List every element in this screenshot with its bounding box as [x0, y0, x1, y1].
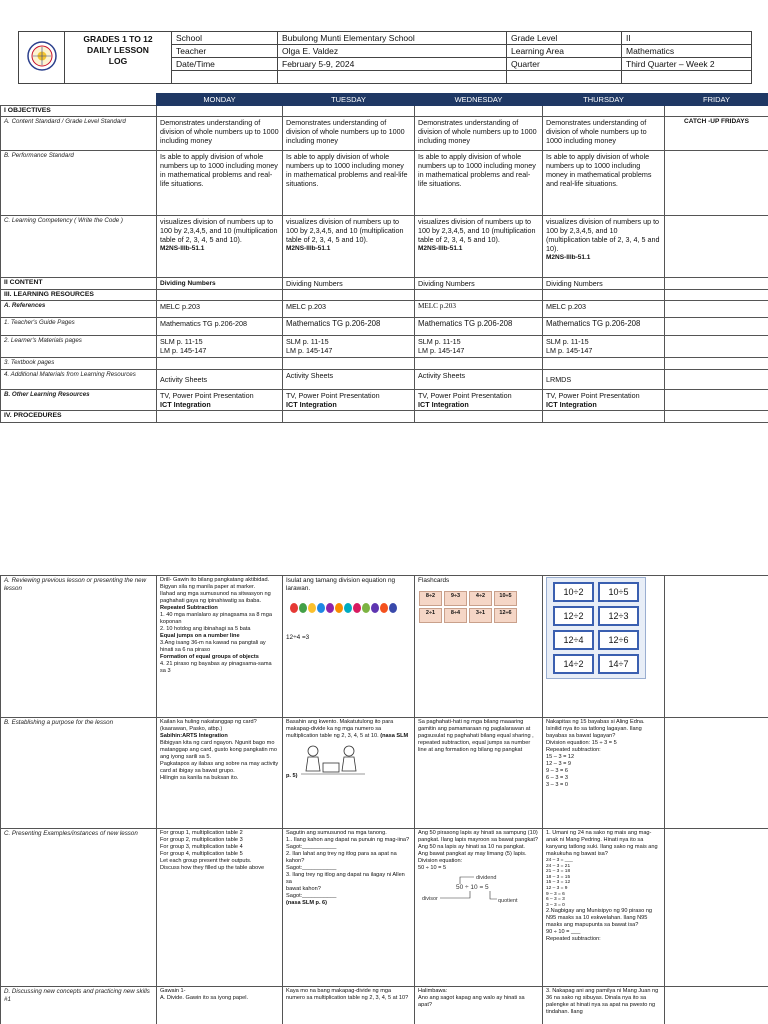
ict-integration: ICT Integration: [160, 400, 211, 409]
day-wednesday: WEDNESDAY: [415, 94, 543, 106]
balloon-icon: [353, 603, 361, 613]
content-standard-wednesday: Demonstrates understanding of division of whole numbers up to 1000 including money: [415, 117, 543, 151]
division-tile: 12÷4: [553, 630, 594, 650]
review-line: 1. 40 mga manlalaro ay pinagsama sa 8 mga koponan: [160, 612, 272, 625]
review-line: 2. 10 hotdog ang ibinahagi sa 5 bata: [160, 626, 251, 632]
balloon-icon: [371, 603, 379, 613]
example-line: Ang bawat pangkat ay may limang (5) lapis.: [418, 851, 527, 857]
balloon-icon: [389, 603, 397, 613]
subtraction-step: 9 – 3 = 6: [546, 891, 565, 897]
tg-wednesday: Mathematics TG p.206-208: [415, 318, 543, 336]
day-friday: FRIDAY: [665, 94, 768, 106]
procedures-table: [0, 575, 768, 1024]
content-wednesday: Dividing Numbers: [415, 278, 543, 290]
ict-integration: ICT Integration: [286, 400, 337, 409]
deped-seal-logo: [19, 32, 65, 84]
seal-icon: [27, 41, 57, 71]
other-resources-label: B. Other Learning Resources: [1, 390, 157, 411]
division-equation: 12÷4 =3: [286, 634, 310, 641]
empty-cell: [665, 151, 768, 216]
group-line: For group 4, multiplication table 5: [160, 851, 243, 857]
competency-code: M2NS-IIIb-51.1: [286, 245, 331, 252]
tg-monday: Mathematics TG p.206-208: [157, 318, 283, 336]
empty-cell: [665, 216, 768, 278]
empty-cell: [665, 290, 768, 301]
title-line: GRADES 1 TO 12: [83, 34, 153, 44]
empty-cell: [283, 290, 415, 301]
title-line: DAILY LESSON: [87, 45, 149, 55]
balloon-icon: [380, 603, 388, 613]
example-heading: Halimbawa:: [418, 988, 448, 994]
answer-line: Sagot:___________: [286, 893, 337, 899]
slm-pages: SLM p. 11-15: [418, 337, 461, 346]
slm-pages: SLM p. 11-15: [160, 337, 203, 346]
competency-tuesday: [283, 216, 415, 278]
examples-monday: [157, 829, 283, 987]
purpose-wednesday: Sa paghahati-hati ng mga bilang maaaring gamitin ang pamamaraan ng paglalarawan at pagsusulat ng paghahati bilang equal sharing , repeated subtraction, equal jumps sa number line at ang formation ng bilang ng pangkat: [415, 718, 543, 829]
subtraction-step: 12 – 3 = 9: [546, 761, 572, 767]
establishing-purpose-label: B. Establishing a purpose for the lesson: [1, 718, 157, 829]
flashcard: 9÷3: [444, 591, 467, 606]
activity-title: Gawain 1-: [160, 988, 186, 994]
balloon-icon: [362, 603, 370, 613]
review-monday: [157, 576, 283, 718]
lm-monday: [157, 336, 283, 358]
lm-wednesday: [415, 336, 543, 358]
slm-pages: SLM p. 11-15: [546, 337, 589, 346]
performance-tuesday: Is able to apply division of whole numbers up to 1000 including money in mathematical problems and real-life situations.: [283, 151, 415, 216]
other-tuesday: [283, 390, 415, 411]
empty-cell: [157, 106, 283, 117]
purpose-line: Pagkatapos ay ilabas ang sobre na may activity card at ibigay sa bawat grupo.: [160, 761, 279, 774]
question-line: 2. Ilan lahat ang trey ng itlog para sa apat na kahon?: [286, 851, 397, 864]
purpose-line: Repeated subtraction:: [546, 747, 601, 753]
subtraction-step: 15 – 3 = 12: [546, 880, 571, 886]
empty-cell: [415, 106, 543, 117]
divisor-label: divisor: [422, 896, 438, 902]
content-heading: II CONTENT: [1, 278, 157, 290]
empty-cell: [157, 411, 283, 423]
examples-thursday: [543, 829, 665, 987]
competency-text: visualizes division of numbers up to 100 by 2,3,4,5, and 10 (multiplication table of 2, 3, 4, 5 and 10).: [286, 217, 404, 244]
empty-cell: [665, 370, 768, 390]
division-tile: 12÷3: [598, 606, 639, 626]
problem-line: 90 ÷ 10 = ___: [546, 929, 581, 936]
review-instruction: Isulat ang tamang division equation ng larawan.: [286, 577, 396, 592]
ict-integration: ICT Integration: [418, 400, 469, 409]
other-monday: [157, 390, 283, 411]
references-tuesday: MELC p.203: [283, 301, 415, 318]
empty-cell: [157, 358, 283, 370]
subtraction-step: 12 – 3 = 9: [546, 885, 568, 891]
lm-pages: LM p. 145-147: [546, 346, 593, 355]
question-line: Sagutin ang sumusunod na mga tanong.: [286, 830, 387, 836]
flashcards-image: [418, 590, 539, 624]
references-wednesday: MELC p.203: [415, 301, 543, 318]
slm-pages: SLM p. 11-15: [286, 337, 329, 346]
flashcard: 8÷4: [444, 608, 467, 623]
flashcard: 3÷1: [469, 608, 492, 623]
content-thursday: Dividing Numbers: [543, 278, 665, 290]
balloon-icon: [290, 603, 298, 613]
lm-thursday: [543, 336, 665, 358]
other-line: TV, Power Point Presentation: [418, 391, 512, 400]
balloon-icon: [308, 603, 316, 613]
review-subheading: Repeated Subtraction: [160, 605, 218, 611]
other-wednesday: [415, 390, 543, 411]
header-table: [18, 31, 752, 84]
example-line: Ano ang sagot kapag ang walo ay hinati sa apat?: [418, 995, 525, 1008]
subtraction-step: 6 – 3 = 3: [546, 897, 565, 903]
learners-materials-label: 2. Learner's Materials pages: [1, 336, 157, 358]
review-line: 4. 21 piraso ng bayabas ay pinagsama-sama sa 3: [160, 661, 272, 674]
empty-cell: [543, 290, 665, 301]
empty-cell: [665, 358, 768, 370]
tg-thursday: Mathematics TG p.206-208: [543, 318, 665, 336]
competency-text: visualizes division of numbers up to 100 by 2,3,4,5, and 10 (multiplication table of 2, 3, 4, 5 and 10).: [160, 217, 278, 244]
references-monday: MELC p.203: [157, 301, 283, 318]
additional-tuesday: Activity Sheets: [283, 370, 415, 390]
tg-tuesday: Mathematics TG p.206-208: [283, 318, 415, 336]
empty-cell: [665, 390, 768, 411]
answer-line: Sagot:___________: [286, 844, 337, 850]
other-thursday: [543, 390, 665, 411]
content-standard-tuesday: Demonstrates understanding of division of whole numbers up to 1000 including money: [283, 117, 415, 151]
division-parts-diagram: [418, 872, 528, 906]
day-thursday: THURSDAY: [543, 94, 665, 106]
review-subheading: Equal jumps on a number line: [160, 633, 240, 639]
review-wednesday: [415, 576, 543, 718]
dividend-label: dividend: [476, 875, 497, 881]
division-tile: 14÷2: [553, 654, 594, 674]
problem-line: 1. Umani ng 24 na sako ng mais ang mag-anak ni Mang Pedring. Hinati nya ito sa kanyang tatlong suki. Ilang sako ng mais ang makukuha ng bawat isa?: [546, 830, 658, 857]
quotient-label: quotient: [498, 898, 518, 904]
empty-cell: [283, 358, 415, 370]
purpose-tuesday: [283, 718, 415, 829]
purpose-line: Nakapitas ng 15 bayabas si Aling Edna. Isinilid nya ito sa tatlong lagayan. Ilang bayabas sa bawat lagayan?: [546, 719, 645, 739]
empty-cell: [543, 411, 665, 423]
lm-pages: LM p. 145-147: [418, 346, 465, 355]
activity-line: A. Divide. Gawin ito sa iyong papel.: [160, 995, 248, 1001]
empty-cell: [665, 829, 768, 987]
division-tile: 12÷6: [598, 630, 639, 650]
spacer: [278, 71, 507, 84]
date-label: Date/Time: [172, 58, 278, 71]
empty-cell: [283, 106, 415, 117]
school-label: School: [172, 32, 278, 45]
balloon-icon: [326, 603, 334, 613]
subtraction-step: 15 – 3 = 12: [546, 754, 575, 760]
empty-cell: [665, 336, 768, 358]
group-line: Discuss how they filled up the table above: [160, 865, 265, 871]
competency-thursday: [543, 216, 665, 278]
flashcard: 8÷2: [419, 591, 442, 606]
division-tile: 12÷2: [553, 606, 594, 626]
group-line: For group 3, multiplication table 4: [160, 844, 243, 850]
purpose-thursday: [543, 718, 665, 829]
subtraction-step: 21 – 3 = 18: [546, 869, 571, 875]
subtraction-step: 9 – 3 = 6: [546, 768, 568, 774]
division-tile: 10÷2: [553, 582, 594, 602]
purpose-line: Division equation: 15 ÷ 3 = 5: [546, 740, 617, 746]
day-monday: MONDAY: [157, 94, 283, 106]
subtraction-step: 6 – 3 = 3: [546, 775, 568, 781]
log-title: [65, 32, 172, 84]
flashcard: 4÷2: [469, 591, 492, 606]
ict-integration: ICT Integration: [546, 400, 597, 409]
examples-tuesday: [283, 829, 415, 987]
day-header-row: [1, 94, 768, 106]
content-monday: Dividing Numbers: [157, 278, 283, 290]
performance-standard-label: B. Performance Standard: [1, 151, 157, 216]
empty-cell: [665, 987, 768, 1024]
grade-value: II: [622, 32, 752, 45]
balloons-image: [290, 603, 411, 616]
references-label: A. References: [1, 301, 157, 318]
other-line: TV, Power Point Presentation: [286, 391, 380, 400]
flashcard: 12÷6: [494, 608, 517, 623]
review-line: Drill- Gawin ito bilang pangkatang aktibidad. Bigyan sila ng manila paper at marker.: [160, 577, 270, 590]
review-thursday: [543, 576, 665, 718]
date-value: February 5-9, 2024: [278, 58, 507, 71]
empty-cell: [665, 106, 768, 117]
flashcard: 10÷5: [494, 591, 517, 606]
additional-thursday: LRMDS: [543, 370, 665, 390]
purpose-line: Kailan ka huling nakatanggap ng card? (kaarawan, Pasko, atbp.): [160, 719, 257, 732]
competency-text: visualizes division of numbers up to 100 by 2,3,4,5, and 10 (multiplication table of 2, 3, 4, 5 and 10).: [418, 217, 536, 244]
additional-materials-label: 4. Additional Materials from Learning Resources: [1, 370, 157, 390]
purpose-line: Hilingin sa kanila na buksan ito.: [160, 775, 239, 781]
teacher-label: Teacher: [172, 45, 278, 58]
area-label: Learning Area: [507, 45, 622, 58]
subtraction-step: 18 – 3 = 15: [546, 874, 571, 880]
competency-code: M2NS-IIIb-51.1: [546, 254, 591, 261]
teachers-guide-label: 1. Teacher's Guide Pages: [1, 318, 157, 336]
grade-label: Grade Level: [507, 32, 622, 45]
subtraction-step: 24 – 3 = 21: [546, 863, 571, 869]
discussing-tuesday: Kaya mo na bang makapag-divide ng mga numero sa multiplication table ng 2, 3, 4, 5 at 10?: [283, 987, 415, 1024]
quarter-label: Quarter: [507, 58, 622, 71]
performance-thursday: Is able to apply division of whole numbers up to 1000 including money in mathematical problems and real-life situations.: [543, 151, 665, 216]
empty-cell: [665, 411, 768, 423]
division-tile: 14÷7: [598, 654, 639, 674]
review-line: 3.Ang isang 36-m na kawad na pangtali ay hinati sa 6 na piraso: [160, 640, 266, 653]
slm-reference: (nasa SLM p. 6): [286, 900, 328, 906]
empty-cell: [665, 301, 768, 318]
textbook-pages-label: 3. Textbook pages: [1, 358, 157, 370]
empty-cell: [283, 411, 415, 423]
procedures-heading: IV. PROCEDURES: [1, 411, 157, 423]
purpose-line: Bibigyan kita ng card ngayon. Ngunit bago mo matanggap ang card, gusto kong pangkatin mo ang iyong sarili sa 5.: [160, 740, 277, 760]
performance-wednesday: Is able to apply division of whole numbers up to 1000 including money in mathematical problems and real-life situations.: [415, 151, 543, 216]
group-line: Let each group present their outputs.: [160, 858, 252, 864]
discussing-wednesday: [415, 987, 543, 1024]
empty-cell: [665, 576, 768, 718]
balloon-icon: [335, 603, 343, 613]
empty-cell: [543, 106, 665, 117]
question-line: 3. Ilang trey ng itlog ang dapat na ilagay ni Allen sa: [286, 872, 405, 885]
subtraction-step: 3 – 3 = 0: [546, 782, 568, 788]
lm-tuesday: [283, 336, 415, 358]
purpose-story: Basahin ang kwento. Makatutulong ito para makapag-divide ka ng mga numero sa multiplication table ng 2, 3, 4, 5 at 10.: [286, 719, 394, 739]
flashcards-label: Flashcards: [418, 577, 450, 584]
content-tuesday: Dividing Numbers: [283, 278, 415, 290]
lm-pages: LM p. 145-147: [160, 346, 207, 355]
empty-cell: [157, 290, 283, 301]
empty-cell: [665, 718, 768, 829]
day-tuesday: TUESDAY: [283, 94, 415, 106]
additional-monday: Activity Sheets: [157, 370, 283, 390]
spacer: [622, 71, 752, 84]
empty-cell: [543, 358, 665, 370]
question-line: bawat kahon?: [286, 886, 321, 892]
empty-cell: [415, 358, 543, 370]
example-line: Ang 50 na lapis ay hinati sa 10 na pangkat.: [418, 844, 525, 850]
content-standard-thursday: Demonstrates understanding of division of whole numbers up to 1000 including money: [543, 117, 665, 151]
other-line: TV, Power Point Presentation: [160, 391, 254, 400]
discussing-thursday: 3. Nakapag ani ang pamilya ni Mang Juan ng 36 na sako ng sibuyas. Dinala nya ito sa palengke at hinati nya sa apat na pwesto ng tindahan. Ilang: [543, 987, 665, 1024]
question-line: 1.. Ilang kahon ang dapat na punuin ng mag-iina?: [286, 837, 410, 843]
example-line: Division equation:: [418, 858, 463, 864]
learning-resources-heading: III. LEARNING RESOURCES: [1, 290, 157, 301]
title-line: LOG: [108, 56, 128, 66]
school-value: Bubulong Munti Elementary School: [278, 32, 507, 45]
problem-line: Repeated subtraction:: [546, 936, 601, 943]
teacher-value: Olga E. Valdez: [278, 45, 507, 58]
competency-code: M2NS-IIIb-51.1: [160, 245, 205, 252]
empty-cell: [665, 278, 768, 290]
lesson-plan-table: [0, 93, 768, 423]
lm-pages: LM p. 145-147: [286, 346, 333, 355]
answer-line: Sagot:___________: [286, 865, 337, 871]
slm-reference: (nasa SLM p. 5): [286, 733, 409, 779]
empty-cell: [415, 290, 543, 301]
balloon-icon: [317, 603, 325, 613]
content-standard-monday: Demonstrates understanding of division of whole numbers up to 1000 including money: [157, 117, 283, 151]
example-line: 50 ÷ 10 = 5: [418, 865, 447, 871]
children-illustration: [299, 743, 369, 777]
area-value: Mathematics: [622, 45, 752, 58]
discussing-concepts-label: D. Discussing new concepts and practicing new skills #1: [1, 987, 157, 1024]
competency-text: visualizes division of numbers up to 100 by 2,3,4,5, and 10 (multiplication table of 2, 3, 4, 5 and 10).: [546, 217, 660, 253]
review-tuesday: [283, 576, 415, 718]
competency-monday: [157, 216, 283, 278]
performance-monday: Is able to apply division of whole numbers up to 1000 including money in mathematical problems and real-life situations.: [157, 151, 283, 216]
review-line: Ilahad ang mga sumusunod na sitwasyon ng paghahati gaya ng ipinahiwatig sa ibaba.: [160, 591, 271, 604]
empty-cell: [415, 411, 543, 423]
references-thursday: MELC p.203: [543, 301, 665, 318]
example-line: Ang 50 pirasong lapis ay hinati sa sampung (10) pangkat. Ilang lapis mayroon sa bawat pangkat?: [418, 830, 539, 843]
presenting-examples-label: C. Presenting Examples/instances of new lesson: [1, 829, 157, 987]
examples-wednesday: [415, 829, 543, 987]
discussing-monday: [157, 987, 283, 1024]
purpose-monday: [157, 718, 283, 829]
quarter-value: Third Quarter – Week 2: [622, 58, 752, 71]
competency-wednesday: [415, 216, 543, 278]
division-tiles: [546, 577, 646, 679]
flashcard: 2÷1: [419, 608, 442, 623]
review-lesson-label: A. Reviewing previous lesson or presenting the new lesson: [1, 576, 157, 718]
corner-blank: [1, 94, 157, 106]
arts-integration: Sabihin:ARTS Integration: [160, 733, 228, 739]
problem-line: 2.Nagbigay ang Munisipyo ng 90 piraso ng N95 masks sa 10 eskwelahan. Ilang N95 masks ang mapupunta sa bawat isa?: [546, 908, 653, 929]
empty-cell: [665, 318, 768, 336]
diagram-equation: 50 ÷ 10 = 5: [456, 884, 489, 891]
spacer: [172, 71, 278, 84]
group-line: For group 1, multiplication table 2: [160, 830, 243, 836]
other-line: TV, Power Point Presentation: [546, 391, 640, 400]
objectives-heading: I OBJECTIVES: [1, 106, 157, 117]
balloon-icon: [299, 603, 307, 613]
balloon-row: [290, 603, 411, 616]
catch-up-fridays: CATCH -UP FRIDAYS: [665, 117, 768, 151]
group-line: For group 2, multiplication table 3: [160, 837, 243, 843]
competency-code: M2NS-IIIb-51.1: [418, 245, 463, 252]
review-subheading: Formation of equal groups of objects: [160, 654, 259, 660]
subtraction-step: 3 – 3 = 0: [546, 902, 565, 908]
additional-wednesday: Activity Sheets: [415, 370, 543, 390]
division-tile: 10÷5: [598, 582, 639, 602]
spacer: [507, 71, 622, 84]
learning-competency-label: C. Learning Competency ( Write the Code ): [1, 216, 157, 278]
subtraction-step: 24 – 3 = ___: [546, 858, 573, 863]
content-standard-label: A. Content Standard / Grade Level Standard: [1, 117, 157, 151]
balloon-icon: [344, 603, 352, 613]
